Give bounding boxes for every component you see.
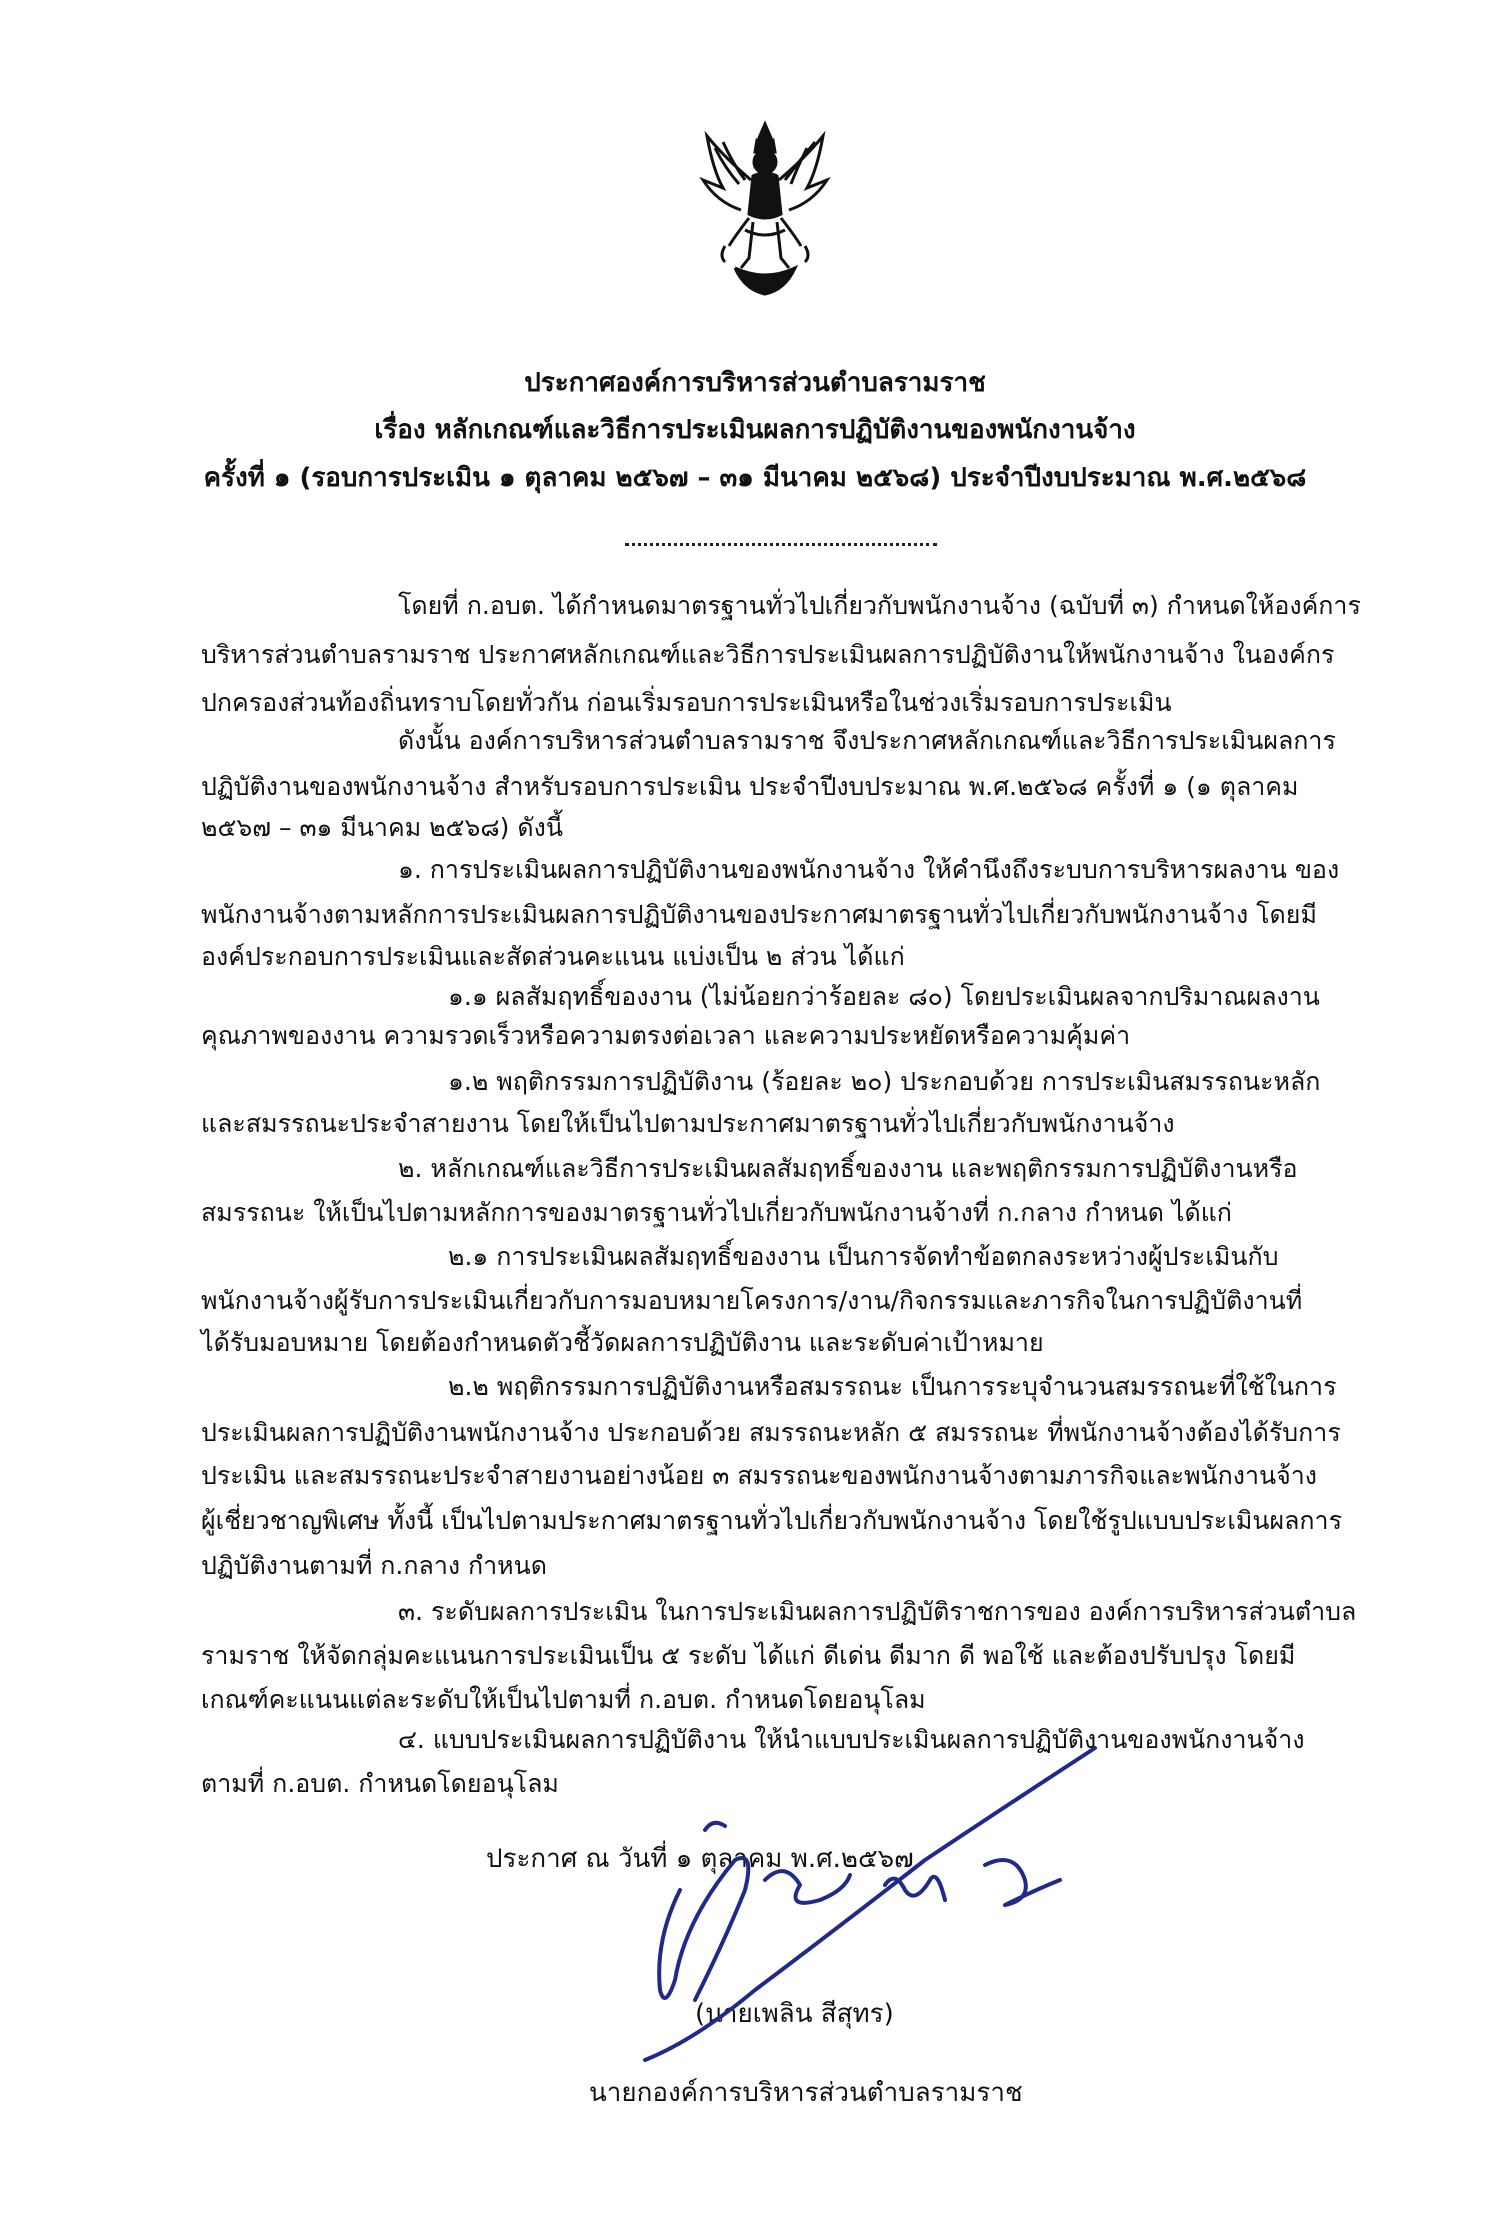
body-line: คุณภาพของงาน ความรวดเร็วหรือความตรงต่อเวลา และความประหยัดหรือความคุ้มค่า	[201, 1021, 1131, 1050]
body-line: รามราช ให้จัดกลุ่มคะแนนการประเมินเป็น ๕ ระดับ ได้แก่ ดีเด่น ดีมาก ดี พอใช้ และต้องปรับปรุง โดยมี	[201, 1641, 1296, 1670]
body-line: ปฏิบัติงานของพนักงานจ้าง สำหรับรอบการประเมิน ประจำปีงบประมาณ พ.ศ.๒๕๖๘ ครั้งที่ ๑ (๑ ตุลาคม	[201, 772, 1299, 801]
body-line: ประเมิน และสมรรถนะประจำสายงานอย่างน้อย ๓ สมรรถนะของพนักงานจ้างตามภารกิจและพนักงานจ้าง	[201, 1461, 1318, 1490]
body-line: ตามที่ ก.อบต. กำหนดโดยอนุโลม	[201, 1769, 559, 1798]
body-line: ๔. แบบประเมินผลการปฏิบัติงาน ให้นำแบบประเมินผลการปฏิบัติงานของพนักงานจ้าง	[398, 1725, 1305, 1754]
body-line: โดยที่ ก.อบต. ได้กำหนดมาตรฐานทั่วไปเกี่ยวกับพนักงานจ้าง (ฉบับที่ ๓) กำหนดให้องค์การ	[398, 591, 1361, 620]
body-line: ๑.๒ พฤติกรรมการปฏิบัติงาน (ร้อยละ ๒๐) ประกอบด้วย การประเมินสมรรถนะหลัก	[448, 1067, 1321, 1096]
body-line: เกณฑ์คะแนนแต่ละระดับให้เป็นไปตามที่ ก.อบต. กำหนดโดยอนุโลม	[201, 1685, 926, 1714]
signatory-name: (นายเพลิน สีสุทร)	[695, 1999, 894, 2029]
body-line: บริหารส่วนตำบลรามราช ประกาศหลักเกณฑ์และวิธีการประเมินผลการปฏิบัติงานให้พนักงานจ้าง ในองค์กร	[201, 640, 1335, 669]
announcement-date: ประกาศ ณ วันที่ ๑ ตุลาคม พ.ศ.๒๕๖๗	[486, 1844, 914, 1874]
signatory-position: นายกองค์การบริหารส่วนตำบลรามราช	[589, 2078, 1023, 2108]
announcement-round: ครั้งที่ ๑ (รอบการประเมิน ๑ ตุลาคม ๒๕๖๗ – ๓๑ มีนาคม ๒๕๖๘) ประจำปีงบประมาณ พ.ศ.๒๕๖๘	[203, 463, 1307, 493]
body-line: ๒. หลักเกณฑ์และวิธีการประเมินผลสัมฤทธิ์ของงาน และพฤติกรรมการปฏิบัติงานหรือ	[398, 1154, 1298, 1183]
body-line: ๑. การประเมินผลการปฏิบัติงานของพนักงานจ้าง ให้คำนึงถึงระบบการบริหารผลงาน ของ	[398, 855, 1340, 884]
body-line: ปกครองส่วนท้องถิ่นทราบโดยทั่วกัน ก่อนเริ่มรอบการประเมินหรือในช่วงเริ่มรอบการประเมิน	[201, 688, 1172, 717]
body-line: ๒.๑ การประเมินผลสัมฤทธิ์ของงาน เป็นการจัดทำข้อตกลงระหว่างผู้ประเมินกับ	[448, 1242, 1279, 1271]
handwritten-signature	[585, 1740, 1105, 2070]
garuda-emblem-icon	[695, 118, 835, 298]
announcement-title: ประกาศองค์การบริหารส่วนตำบลรามราช	[524, 368, 986, 398]
body-line: ๒๕๖๗ – ๓๑ มีนาคม ๒๕๖๘) ดังนี้	[201, 813, 563, 842]
body-line: ได้รับมอบหมาย โดยต้องกำหนดตัวชี้วัดผลการปฏิบัติงาน และระดับค่าเป้าหมาย	[201, 1328, 1044, 1357]
body-line: องค์ประกอบการประเมินและสัดส่วนคะแนน แบ่งเป็น ๒ ส่วน ได้แก่	[201, 942, 905, 971]
body-line: ดังนั้น องค์การบริหารส่วนตำบลรามราช จึงประกาศหลักเกณฑ์และวิธีการประเมินผลการ	[398, 726, 1336, 755]
dotted-separator	[625, 543, 937, 546]
body-line: พนักงานจ้างตามหลักการประเมินผลการปฏิบัติงานของประกาศมาตรฐานทั่วไปเกี่ยวกับพนักงานจ้าง โดยมี	[201, 900, 1317, 929]
body-line: พนักงานจ้างผู้รับการประเมินเกี่ยวกับการมอบหมายโครงการ/งาน/กิจกรรมและภารกิจในการปฏิบัติงานที่	[201, 1286, 1303, 1315]
body-line: สมรรถนะ ให้เป็นไปตามหลักการของมาตรฐานทั่วไปเกี่ยวกับพนักงานจ้างที่ ก.กลาง กำหนด ได้แก่	[201, 1198, 1232, 1227]
body-line: ๓. ระดับผลการประเมิน ในการประเมินผลการปฏิบัติราชการของ องค์การบริหารส่วนตำบล	[398, 1597, 1357, 1626]
body-line: ๒.๒ พฤติกรรมการปฏิบัติงานหรือสมรรถนะ เป็นการระบุจำนวนสมรรถนะที่ใช้ในการ	[448, 1372, 1337, 1401]
body-line: ปฏิบัติงานตามที่ ก.กลาง กำหนด	[201, 1551, 547, 1580]
body-line: ประเมินผลการปฏิบัติงานพนักงานจ้าง ประกอบด้วย สมรรถนะหลัก ๕ สมรรถนะ ที่พนักงานจ้างต้องได้รับการ	[201, 1418, 1341, 1447]
announcement-subject: เรื่อง หลักเกณฑ์และวิธีการประเมินผลการปฏิบัติงานของพนักงานจ้าง	[374, 415, 1136, 445]
body-line: และสมรรถนะประจำสายงาน โดยให้เป็นไปตามประกาศมาตรฐานทั่วไปเกี่ยวกับพนักงานจ้าง	[201, 1109, 1175, 1138]
body-line: ๑.๑ ผลสัมฤทธิ์ของงาน (ไม่น้อยกว่าร้อยละ ๘๐) โดยประเมินผลจากปริมาณผลงาน	[448, 982, 1320, 1011]
body-line: ผู้เชี่ยวชาญพิเศษ ทั้งนี้ เป็นไปตามประกาศมาตรฐานทั่วไปเกี่ยวกับพนักงานจ้าง โดยใช้รูปแบบประเมินผลการ	[201, 1506, 1343, 1535]
